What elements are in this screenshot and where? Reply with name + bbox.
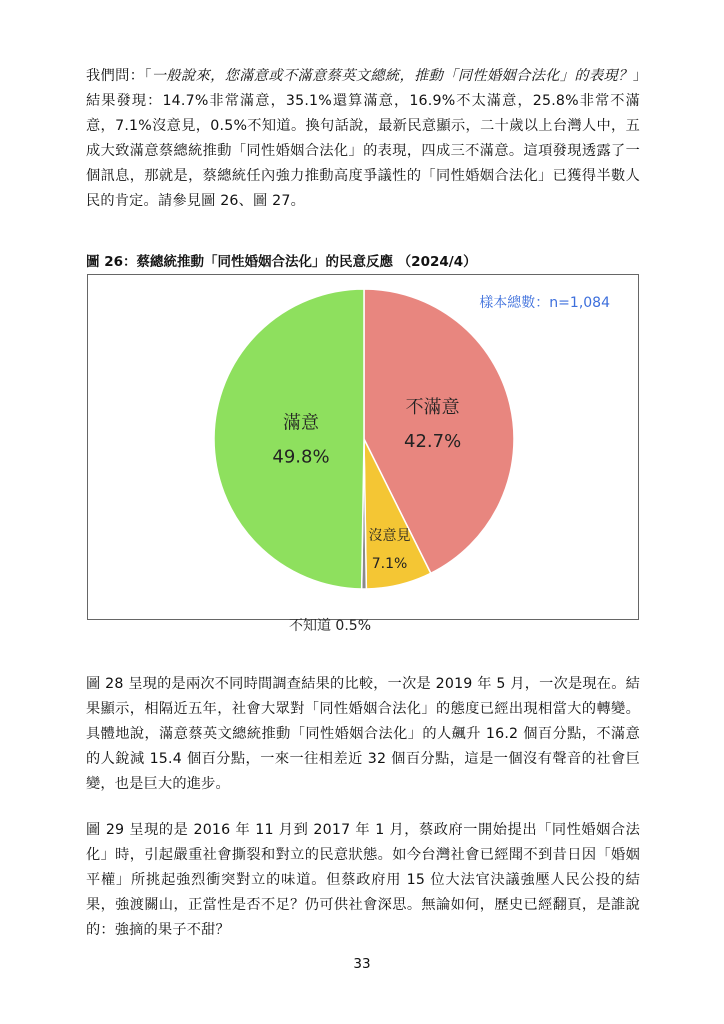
pie-label-4: 滿意	[283, 412, 320, 434]
figure-title: 圖 26：蔡總統推動「同性婚姻合法化」的民意反應 （2024/4）	[86, 254, 477, 270]
pie-chart-frame	[87, 274, 639, 634]
paragraph-history: 圖 29 呈現的是 2016 年 11 月到 2017 年 1 月，蔡政府一開始提出「同性婚姻合法化」時，引起嚴重社會撕裂和對立的民意狀態。如今台灣社會已經聞不到昔日因「婚姻平權」所挑起強烈衝突對立的味道。但蔡政府用 15 位大法官決議強壓人民公投的結果，強渡關山，正當性是否不足？仍可供社會深思。無論如何，歷史已經翻頁，是誰說的：強摘的果子不甜？	[86, 822, 640, 938]
pie-chart	[88, 275, 640, 634]
paragraph-lead: 我們問：「	[86, 68, 152, 84]
pie-value-label-1: 42.7%	[404, 430, 462, 452]
pie-label-2: 沒意見	[368, 527, 411, 544]
pie-value-label-2: 7.1%	[371, 555, 408, 572]
pie-label-3: 不知道 0.5%	[288, 618, 372, 634]
pie-label-1: 不滿意	[405, 396, 460, 418]
pie-slice-4	[214, 289, 364, 589]
page-number: 33	[353, 956, 371, 972]
survey-question: 一般說來，您滿意或不滿意蔡英文總統，推動「同性婚姻合法化」的表現？	[151, 68, 633, 84]
paragraph-comparison: 圖 28 呈現的是兩次不同時間調查結果的比較，一次是 2019 年 5 月，一次是現在。結果顯示，相隔近五年，社會大眾對「同性婚姻合法化」的態度已經出現相當大的轉變。具體地說，滿意蔡英文總統推動「同性婚姻合法化」的人飆升 16.2 個百分點，不滿意的人銳減 15.4 個百分點，一來一往相差近 32 個百分點，這是一個沒有聲音的社會巨變，也是巨大的進步。	[86, 676, 640, 792]
paragraph-rest: 」結果發現：14.7%非常滿意，35.1%還算滿意，16.9%不太滿意，25.8%非常不滿意，7.1%沒意見，0.5%不知道。換句話說，最新民意顯示，二十歲以上台灣人中，五成大致滿意蔡總統推動「同性婚姻合法化」的表現，四成三不滿意。這項發現透露了一個訊息，那就是，蔡總統任內強力推動高度爭議性的「同性婚姻合法化」已獲得半數人民的肯定。請參見圖 26、圖 27。	[86, 68, 641, 209]
paragraph-survey-result	[86, 64, 640, 214]
sample-size-annotation: 樣本總數：n=1,084	[479, 295, 610, 311]
pie-value-label-4: 49.8%	[272, 446, 330, 468]
